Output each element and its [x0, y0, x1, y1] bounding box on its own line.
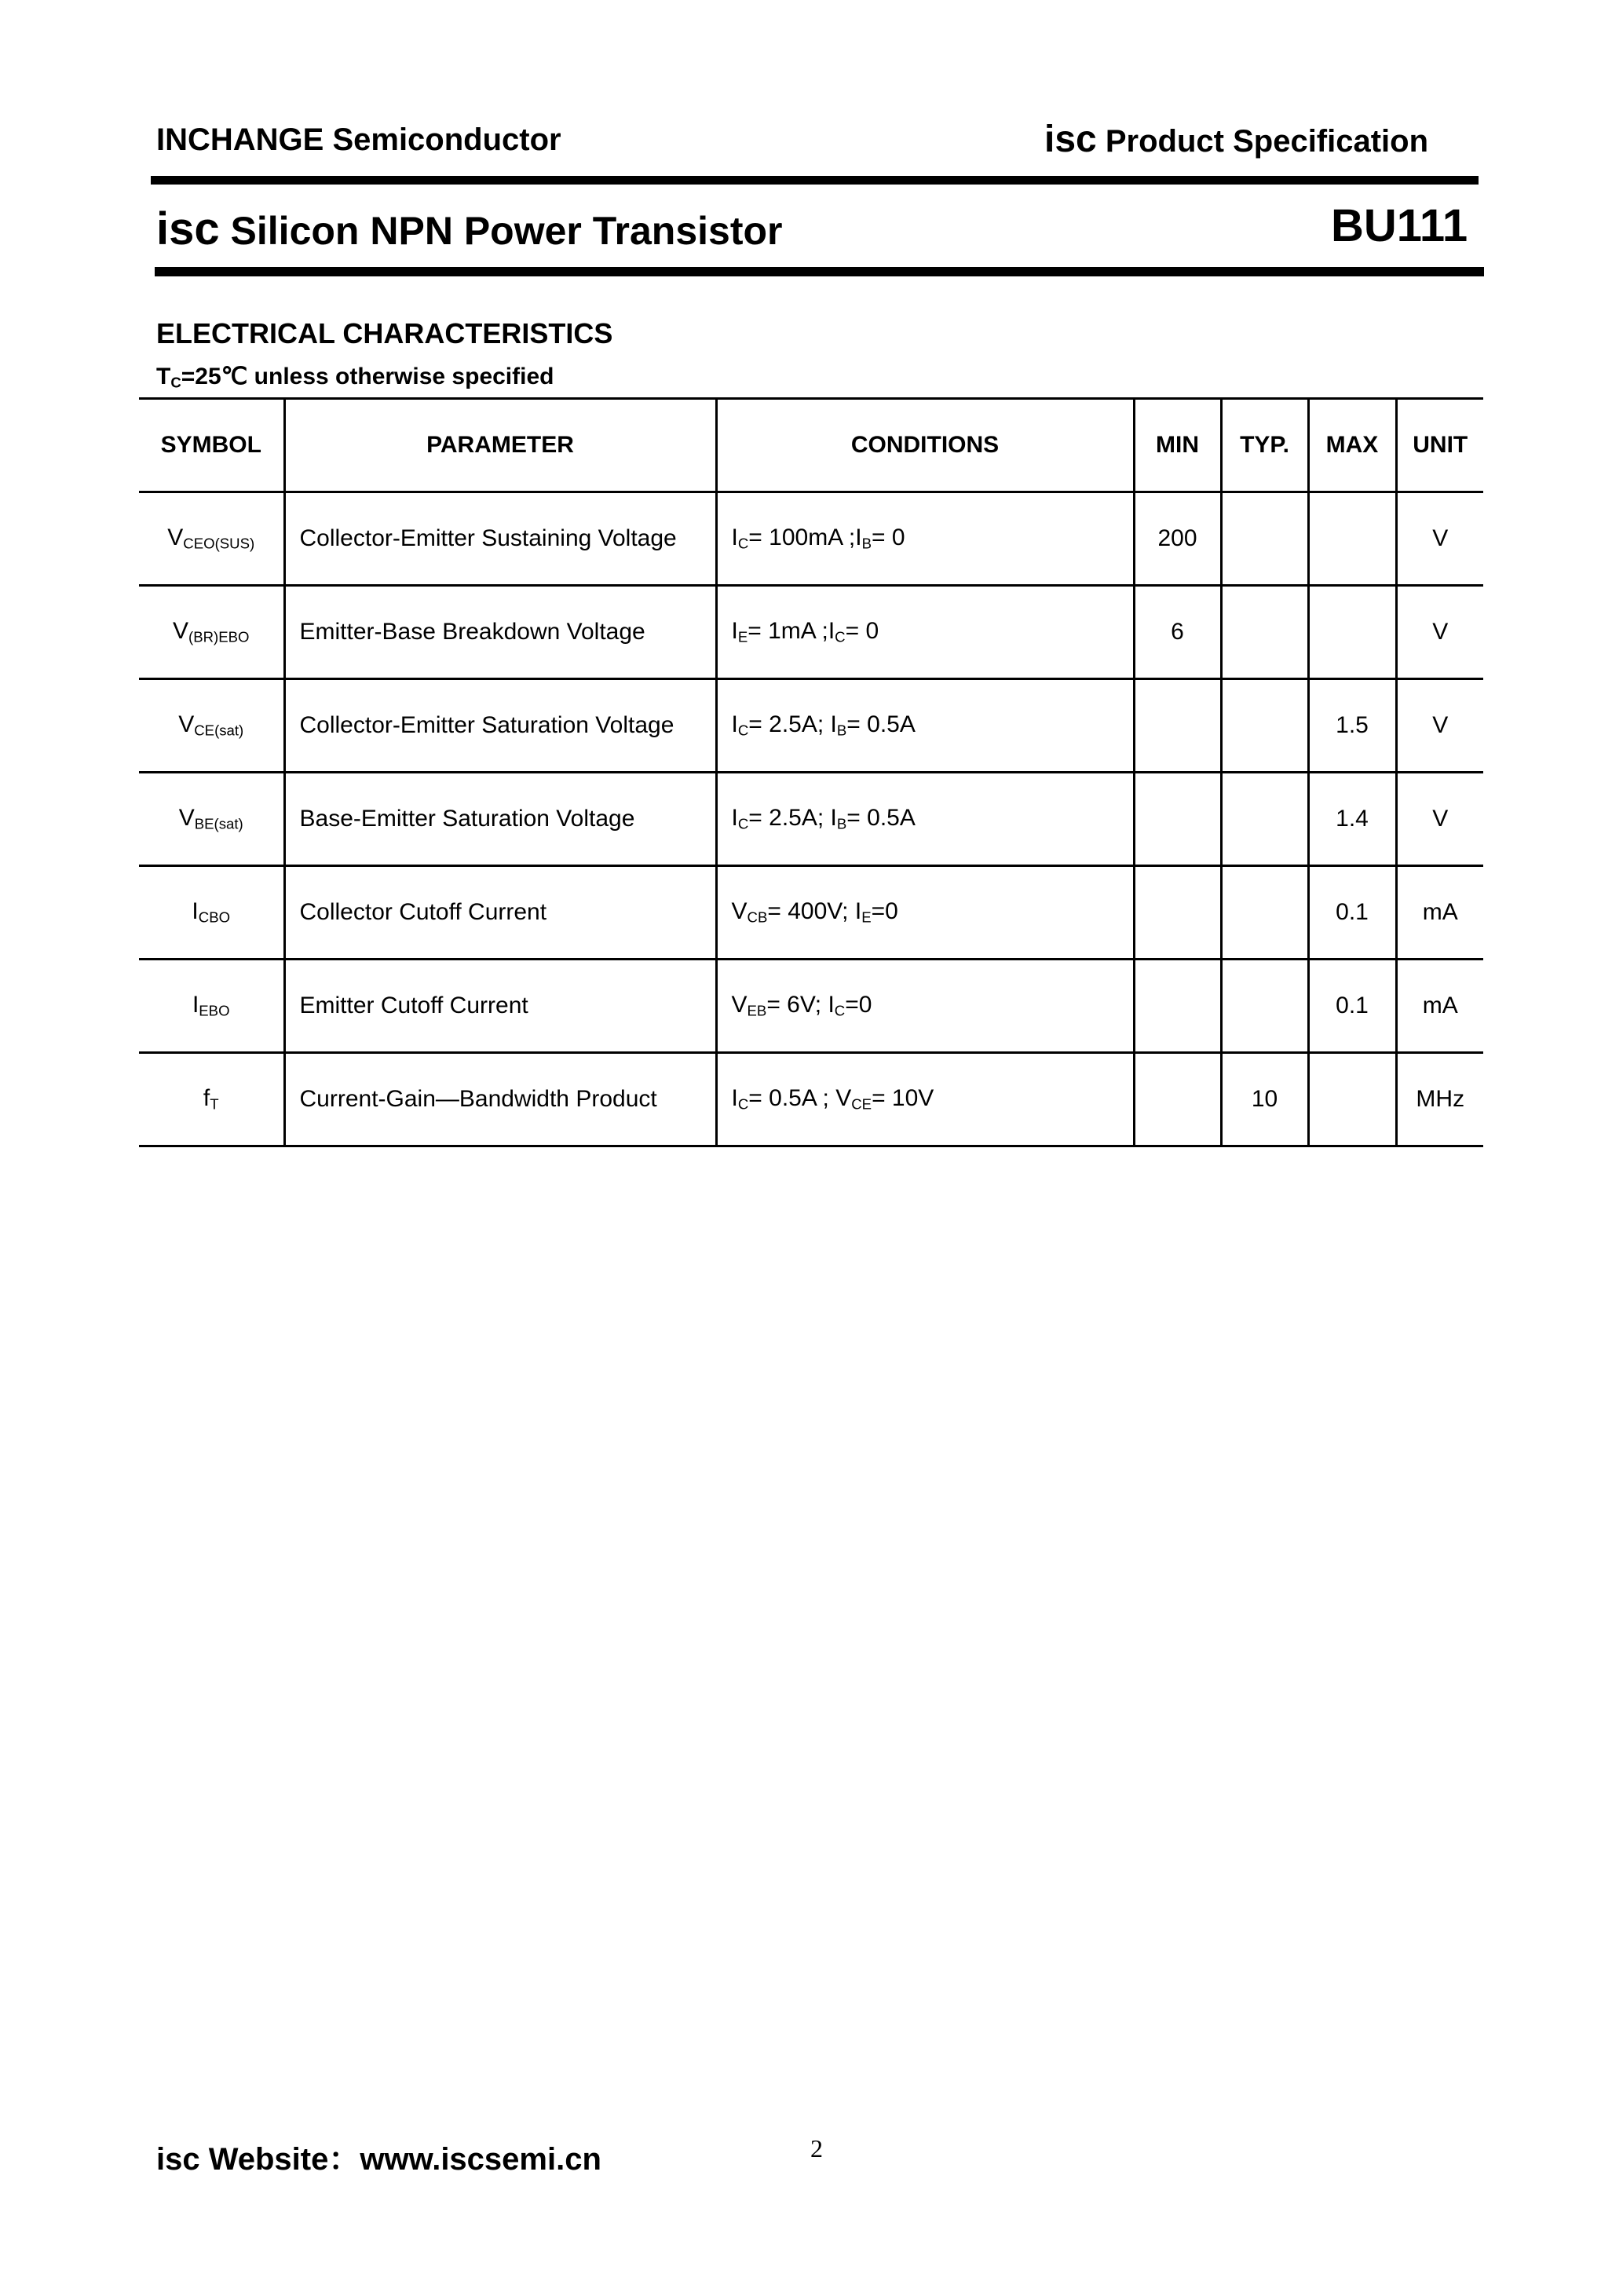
- title-text: Silicon NPN Power Transistor: [230, 209, 783, 253]
- typ-cell: [1221, 960, 1308, 1053]
- parameter-cell: Current-Gain—Bandwidth Product: [284, 1053, 716, 1146]
- parameter-cell: Emitter-Base Breakdown Voltage: [284, 586, 716, 679]
- parameter-cell: Collector-Emitter Sustaining Voltage: [284, 492, 716, 586]
- table-row: [139, 492, 1483, 586]
- table-row: [139, 1053, 1483, 1146]
- table-row: [139, 679, 1483, 773]
- parameter-cell: Collector Cutoff Current: [284, 866, 716, 960]
- page-title: [156, 203, 783, 255]
- min-cell: [1134, 866, 1221, 960]
- unit-cell: V: [1396, 492, 1483, 586]
- section-heading: ELECTRICAL CHARACTERISTICS: [156, 317, 613, 349]
- company-name: INCHANGE Semiconductor: [156, 122, 561, 157]
- parameter-cell: Base-Emitter Saturation Voltage: [284, 773, 716, 866]
- parameter-cell: Collector-Emitter Saturation Voltage: [284, 679, 716, 773]
- parameter-cell: Emitter Cutoff Current: [284, 960, 716, 1053]
- typ-cell: 10: [1221, 1053, 1308, 1146]
- page-number: 2: [810, 2134, 823, 2163]
- symbol-cell: $I_{CBO}$: [139, 866, 284, 960]
- test-condition: $T_C=25℃$ unless otherwise specified: [156, 364, 554, 391]
- symbol-cell: $V_{BE(sat)}$: [139, 773, 284, 866]
- typ-cell: [1221, 866, 1308, 960]
- min-cell: 200: [1134, 492, 1221, 586]
- min-cell: [1134, 960, 1221, 1053]
- column-header: TYP.: [1221, 399, 1308, 492]
- electrical-characteristics-table: [139, 397, 1483, 1147]
- table-row: [139, 586, 1483, 679]
- table-header-row: [139, 399, 1483, 492]
- isc-logo-text: isc: [1044, 119, 1097, 160]
- max-cell: 0.1: [1308, 960, 1396, 1053]
- symbol-cell: $V_{CEO(SUS)}$: [139, 492, 284, 586]
- conditions-cell: $I_E= 1mA$ $;I_C= 0$: [716, 586, 1134, 679]
- unit-cell: mA: [1396, 866, 1483, 960]
- min-cell: [1134, 679, 1221, 773]
- product-spec-label: [1044, 118, 1428, 161]
- typ-cell: [1221, 773, 1308, 866]
- conditions-cell: $I_C= 2.5A$; $I_B= 0.5A$: [716, 679, 1134, 773]
- title-rule: [155, 267, 1484, 276]
- unit-cell: mA: [1396, 960, 1483, 1053]
- conditions-cell: $I_C= 100mA$ $;I_B= 0$: [716, 492, 1134, 586]
- max-cell: [1308, 492, 1396, 586]
- unit-cell: V: [1396, 679, 1483, 773]
- max-cell: [1308, 1053, 1396, 1146]
- conditions-cell: $V_{CB}= 400V$; $I_E=0$: [716, 866, 1134, 960]
- symbol-cell: $V_{CE(sat)}$: [139, 679, 284, 773]
- unit-cell: V: [1396, 773, 1483, 866]
- column-header: SYMBOL: [139, 399, 284, 492]
- spec-text: Product Specification: [1105, 124, 1429, 159]
- typ-cell: [1221, 586, 1308, 679]
- table-row: [139, 960, 1483, 1053]
- typ-cell: [1221, 679, 1308, 773]
- symbol-cell: $f_T$: [139, 1053, 284, 1146]
- unit-cell: MHz: [1396, 1053, 1483, 1146]
- max-cell: [1308, 586, 1396, 679]
- symbol-cell: $I_{EBO}$: [139, 960, 284, 1053]
- min-cell: [1134, 773, 1221, 866]
- typ-cell: [1221, 492, 1308, 586]
- unit-cell: V: [1396, 586, 1483, 679]
- conditions-cell: $I_C= 2.5A$; $I_B= 0.5A$: [716, 773, 1134, 866]
- header-rule: [151, 176, 1479, 185]
- max-cell: 1.4: [1308, 773, 1396, 866]
- conditions-cell: $V_{EB}= 6V$; $I_C=0$: [716, 960, 1134, 1053]
- part-number: BU111: [1331, 200, 1468, 251]
- column-header: MIN: [1134, 399, 1221, 492]
- footer-website[interactable]: isc Website：www.iscsemi.cn: [156, 2142, 601, 2177]
- conditions-cell: $I_C= 0.5A$ ; $V_{CE}= 10V$: [716, 1053, 1134, 1146]
- table-row: [139, 773, 1483, 866]
- column-header: UNIT: [1396, 399, 1483, 492]
- table-row: [139, 866, 1483, 960]
- column-header: PARAMETER: [284, 399, 716, 492]
- max-cell: 0.1: [1308, 866, 1396, 960]
- max-cell: 1.5: [1308, 679, 1396, 773]
- isc-logo-text: isc: [156, 203, 220, 254]
- symbol-cell: $V_{(BR)EBO}$: [139, 586, 284, 679]
- column-header: CONDITIONS: [716, 399, 1134, 492]
- min-cell: 6: [1134, 586, 1221, 679]
- column-header: MAX: [1308, 399, 1396, 492]
- min-cell: [1134, 1053, 1221, 1146]
